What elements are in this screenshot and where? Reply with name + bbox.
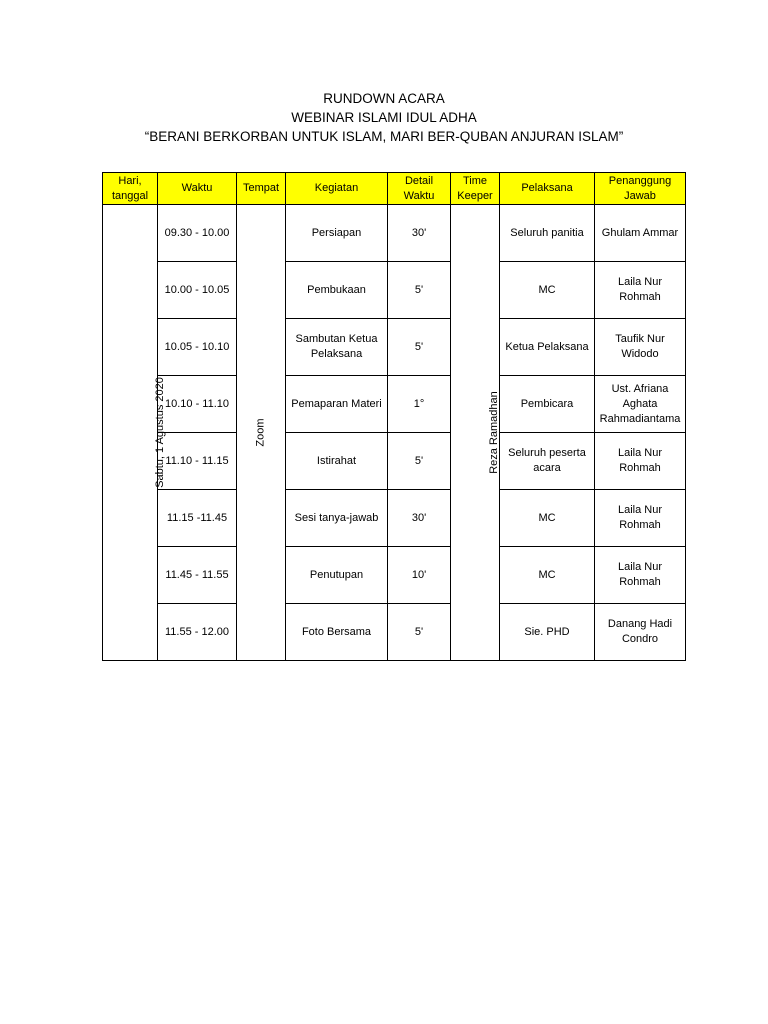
table-row [103,205,686,262]
hari-cell [103,205,166,661]
waktu-cell: 11.15 -11.45 [158,490,237,547]
kegiatan-cell: Pembukaan [286,262,388,319]
kegiatan-cell: Foto Bersama [286,604,388,661]
hari-value: Sabtu, 1 Agustus 2020 [153,377,166,488]
kegiatan-cell: Sesi tanya-jawab [286,490,388,547]
pelaksana-cell: MC [500,547,595,604]
tempat-value: Zoom [254,418,267,447]
pelaksana-cell: Sie. PHD [500,604,595,661]
detail-cell: 30' [388,205,451,262]
table-row [103,262,686,319]
table-row [103,319,686,376]
header-hari: Hari, tanggal [103,173,158,205]
title-line-1: RUNDOWN ACARA [323,91,445,106]
pj-cell: Laila Nur Rohmah [595,547,686,604]
kegiatan-cell: Pemaparan Materi [286,376,388,433]
kegiatan-cell: Istirahat [286,433,388,490]
pelaksana-cell: MC [500,490,595,547]
header-kegiatan: Kegiatan [286,173,388,205]
timekeeper-value: Reza Ramadhan [487,391,500,474]
detail-cell: 1° [388,376,451,433]
pelaksana-cell: Seluruh peserta acara [500,433,595,490]
rundown-table [102,172,686,661]
tempat-cell [237,205,286,661]
table-row [103,547,686,604]
waktu-cell: 09.30 - 10.00 [158,205,237,262]
header-time-keeper: Time Keeper [451,173,500,205]
header-row [103,173,686,205]
header-pelaksana: Pelaksana [500,173,595,205]
waktu-cell: 11.55 - 12.00 [158,604,237,661]
detail-cell: 5' [388,433,451,490]
table-row [103,433,686,490]
pelaksana-cell: MC [500,262,595,319]
kegiatan-cell: Penutupan [286,547,388,604]
waktu-cell: 10.05 - 10.10 [158,319,237,376]
pelaksana-cell: Ketua Pelaksana [500,319,595,376]
waktu-cell: 11.45 - 11.55 [158,547,237,604]
waktu-cell: 10.10 - 11.10 [158,376,237,433]
detail-cell: 30' [388,490,451,547]
title-line-3: “BERANI BERKORBAN UNTUK ISLAM, MARI BER-QUBAN ANJURAN ISLAM” [144,129,624,144]
pj-cell: Laila Nur Rohmah [595,490,686,547]
waktu-cell: 10.00 - 10.05 [158,262,237,319]
pj-cell: Danang Hadi Condro [595,604,686,661]
document-header [0,89,768,146]
pelaksana-cell: Seluruh panitia [500,205,595,262]
pj-cell: Ust. Afriana Aghata Rahmadiantama [595,376,686,433]
table-row [103,604,686,661]
table-row [103,376,686,433]
pj-cell: Laila Nur Rohmah [595,262,686,319]
pj-cell: Taufik Nur Widodo [595,319,686,376]
waktu-cell: 11.10 - 11.15 [158,433,237,490]
timekeeper-cell [451,205,500,661]
header-waktu: Waktu [158,173,237,205]
pj-cell: Ghulam Ammar [595,205,686,262]
detail-cell: 5' [388,262,451,319]
header-detail-waktu: Detail Waktu [388,173,451,205]
title-line-2: WEBINAR ISLAMI IDUL ADHA [291,110,477,125]
detail-cell: 5' [388,319,451,376]
detail-cell: 10' [388,547,451,604]
kegiatan-cell: Persiapan [286,205,388,262]
pj-cell: Laila Nur Rohmah [595,433,686,490]
header-penanggung-jawab: Penanggung Jawab [595,173,686,205]
pelaksana-cell: Pembicara [500,376,595,433]
table-row [103,490,686,547]
header-tempat: Tempat [237,173,286,205]
kegiatan-cell: Sambutan Ketua Pelaksana [286,319,388,376]
detail-cell: 5' [388,604,451,661]
